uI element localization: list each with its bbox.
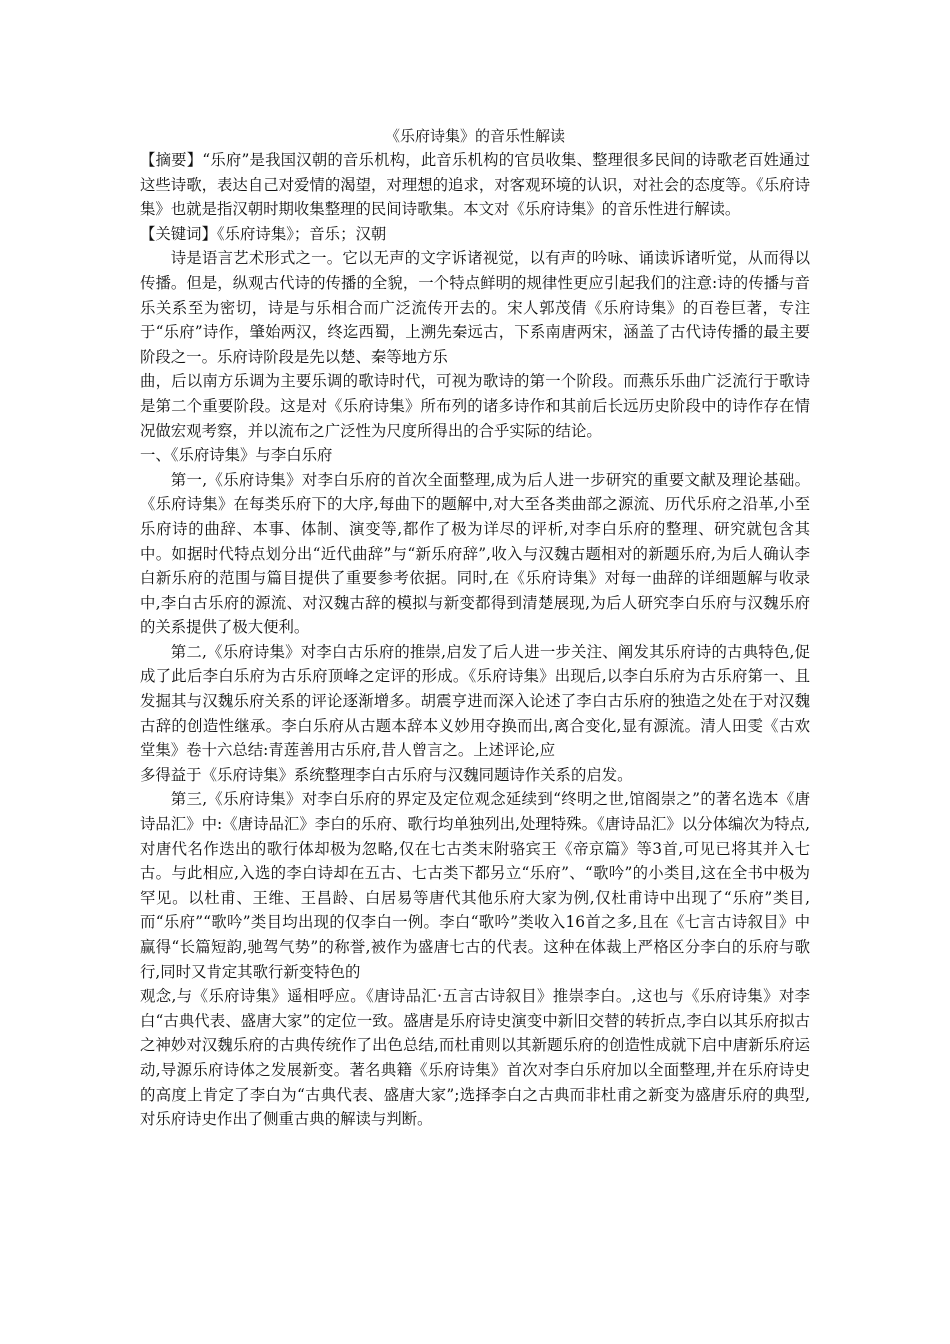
body-paragraph-3a: 第三,《乐府诗集》对李白乐府的界定及定位观念延续到“终明之世,馆阁崇之”的著名选本《唐诗品汇》中:《唐诗品汇》李白的乐府、歌行均单独列出,处理特殊。《唐诗品汇》以分体编次为特点,对唐代名作迭出的歌行体却极为忽略,仅在七古类末附骆宾王《帝京篇》等3首,可见已将其并入七古。与此相应,入选的李白诗却在五古、七古类下都另立“乐府”、“歌吟”的小类目,这在全书中极为罕见。以杜甫、王维、王昌龄、白居易等唐代其他乐府大家为例,仅杜甫诗中出现了“乐府”类目,而“乐府”“歌吟”类目均出现的仅李白一例。李白“歌吟”类收入16首之多,且在《七言古诗叙目》中赢得“长篇短韵,驰驾气势”的称誉,被作为盛唐七古的代表。这种在体裁上严格区分李白的乐府与歌行,同时又肯定其歌行新变特色的 [140,790,810,981]
body-paragraph-2b: 多得益于《乐府诗集》系统整理李白古乐府与汉魏同题诗作关系的启发。 [140,765,633,784]
body-paragraph-3b: 观念,与《乐府诗集》遥相呼应。《唐诗品汇·五言古诗叙目》推崇李白。,这也与《乐府诗集》对李白“古典代表、盛唐大家”的定位一致。盛唐是乐府诗史演变中新旧交替的转折点,李白以其乐府拟古之神妙对汉魏乐府的古典传统作了出色总结,而杜甫则以其新题乐府的创造性成就下启中唐新乐府运动,导源乐府诗体之发展新变。著名典籍《乐府诗集》首次对李白乐府加以全面整理,并在乐府诗史的高度上肯定了李白为“古典代表、盛唐大家”;选择李白之古典而非杜甫之新变为盛唐乐府的典型,对乐府诗史作出了侧重古典的解读与判断。 [140,987,810,1129]
intro-paragraph-1: 诗是语言艺术形式之一。它以无声的文字诉诸视觉，以有声的吟咏、诵读诉诸听觉，从而得以传播。但是，纵观古代诗的传播的全貌，一个特点鲜明的规律性更应引起我们的注意:诗的传播与音乐关系至为密切，诗是与乐相合而广泛流传开去的。宋人郭茂倩《乐府诗集》的百卷巨著，专注于“乐府”诗作，肇始两汉，终迄西蜀，上溯先秦远古，下系南唐两宋，涵盖了古代诗传播的最主要阶段之一。乐府诗阶段是先以楚、秦等地方乐 [140,249,810,366]
intro-paragraph-2: 曲，后以南方乐调为主要乐调的歌诗时代，可视为歌诗的第一个阶段。而燕乐乐曲广泛流行于歌诗是第二个重要阶段。这是对《乐府诗集》所布列的诸多诗作和其前后长远历史阶段中的诗作存在情况做宏观考察，并以流布之广泛性为尺度所得出的合乎实际的结论。 [140,372,810,440]
body-paragraph-2a: 第二,《乐府诗集》对李白古乐府的推崇,启发了后人进一步关注、阐发其乐府诗的古典特色,促成了此后李白乐府为古乐府顶峰之定评的形成。《乐府诗集》出现后,以李白乐府为古乐府第一、且发掘其与汉魏乐府关系的评论逐渐增多。胡震亨进而深入论述了李白古乐府的独造之处在于对汉魏古辞的创造性继承。李白乐府从古题本辞本义妙用夺换而出,离合变化,显有源流。清人田雯《古欢堂集》卷十六总结:青莲善用古乐府,昔人曾言之。上述评论,应 [140,642,810,760]
abstract-paragraph: 【摘要】“乐府”是我国汉朝的音乐机构，此音乐机构的官员收集、整理很多民间的诗歌老百姓通过这些诗歌，表达自己对爱情的渴望，对理想的追求，对客观环境的认识，对社会的态度等。《乐府诗集》也就是指汉朝时期收集整理的民间诗歌集。本文对《乐府诗集》的音乐性进行解读。 [140,151,810,219]
document-title: 《乐府诗集》的音乐性解读 [384,127,565,145]
body-paragraph-1: 第一,《乐府诗集》对李白乐府的首次全面整理,成为后人进一步研究的重要文献及理论基础。《乐府诗集》在每类乐府下的大序,每曲下的题解中,对大至各类曲部之源流、历代乐府之沿革,小至乐府诗的曲辞、本事、体制、演变等,都作了极为详尽的评析,对李白乐府的整理、研究就包含其中。如据时代特点划分出“近代曲辞”与“新乐府辞”,收入与汉魏古题相对的新题乐府,为后人确认李白新乐府的范围与篇目提供了重要参考依据。同时,在《乐府诗集》对每一曲辞的详细题解与收录中,李白古乐府的源流、对汉魏古辞的模拟与新变都得到清楚展现,为后人研究李白乐府与汉魏乐府的关系提供了极大便利。 [140,470,810,637]
section-heading-1: 一、《乐府诗集》与李白乐府 [140,446,333,465]
keywords-line: 【关键词】《乐府诗集》；音乐；汉朝 [140,224,387,243]
